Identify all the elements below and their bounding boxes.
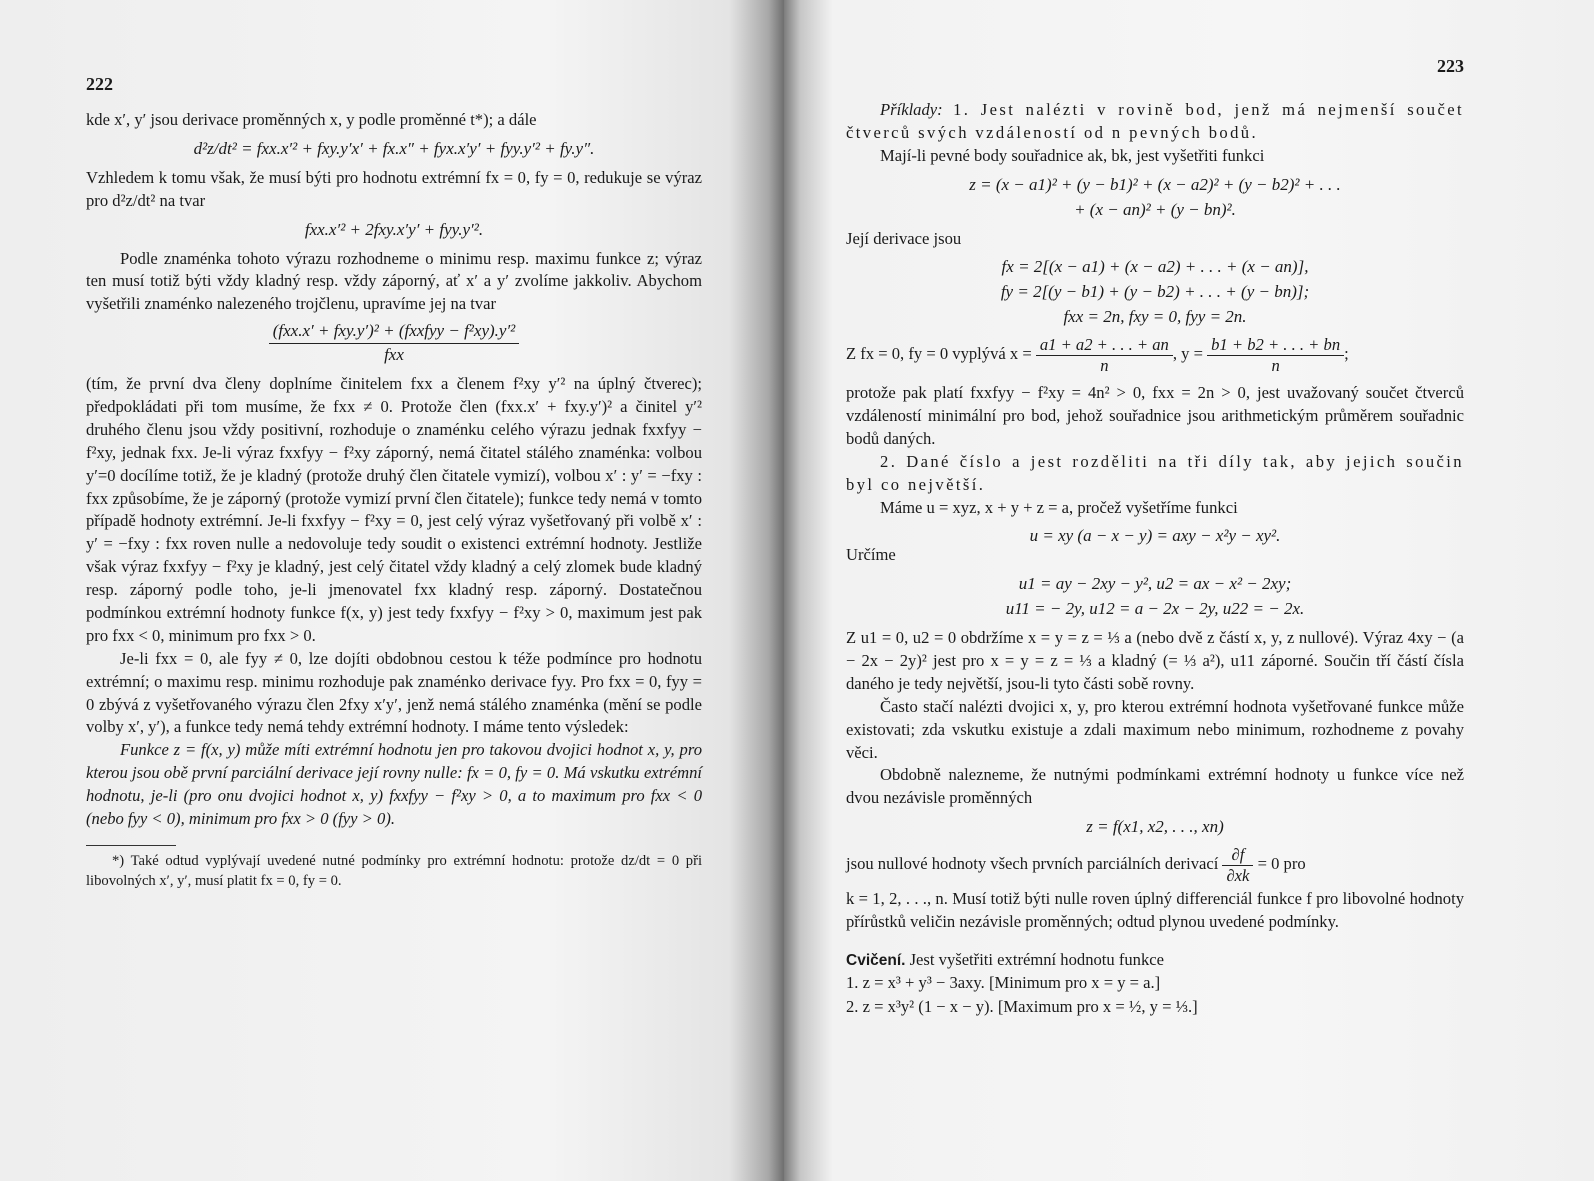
text-run: Z fx = 0, fy = 0 vyplývá x = <box>846 344 1036 364</box>
fraction-numerator: a1 + a2 + . . . + an <box>1036 335 1173 356</box>
exercise-intro <box>846 948 1464 972</box>
paragraph: Často stačí nalézti dvojici x, y, pro kterou extrémní hodnota vyšetřované funkce může existovati; zda vskutku existuje a zdali maximum nebo minimum, rozhodneme z povahy věci. <box>846 696 1464 762</box>
footnote: *) Také odtud vyplývají uvedené nutné podmínky pro extrémní hodnotu: protože dz/dt = 0 při libovolných x′, y′, musí platit fx = 0, fy = 0. <box>86 852 702 889</box>
paragraph: (tím, že první dva členy doplníme činitelem fxx a členem f²xy y′² na úplný čtverec); předpokládati při tom musíme, že fxx ≠ 0. Protože člen (fxx.x′ + fxy.y′)² a činitel y′² druhého členu jsou vždy positivní, rozhoduje o znaménku celého výrazu jednak fxxfyy − f²xy, jednak fxx. Je-li výraz fxxfyy − f²xy záporný, nemá čitatel stálého znaménka: volbou y′=0 docílíme totiž, že je kladný (protože druhý člen čitatele vymizí), volbou x′ : y′ = −fxy : fxx způsobíme, že je záporný (protože vymizí první člen čitatele); funkce tedy nemá v tomto případě hodnoty extrémní. Je-li fxxfyy − f²xy = 0, jest celý výraz vyšetřovaný při volbě x′ : y′ = −fxy : fxx roven nulle a nedovoluje tedy soudit o existenci extrémní hodnoty. Jestliže však výraz fxxfyy − f²xy je kladný, jest celý čitatel vždy kladný a celý zlomek bude kladný resp. záporný podle toho, je-li jmenovatel fxx kladný resp. záporný. Dostatečnou podmínkou extrémní hodnoty funkce f(x, y) jest tedy fxxfyy − f²xy > 0, maximum jest pak pro fxx < 0, minimum pro fxx > 0. <box>86 374 702 645</box>
text-run: , y = <box>1172 344 1208 364</box>
fraction <box>1036 335 1173 376</box>
paragraph: Obdobně nalezneme, že nutnými podmínkami extrémní hodnoty u funkce více než dvou nezávisle proměnných <box>846 765 1464 808</box>
fraction-numerator: (fxx.x′ + fxy.y′)² + (fxxfyy − f²xy).y′² <box>269 320 520 344</box>
paragraph: Máme u = xyz, x + y + z = a, pročež vyšetříme funkci <box>880 497 1238 517</box>
spacer <box>846 934 1464 948</box>
fraction <box>269 320 520 367</box>
example-statement: 1. Jest nalézti v rovině bod, jenž má nejmenší součet čtverců svých vzdáleností od n pevných bodů. <box>846 100 1464 142</box>
equation: fx = 2[(x − a1) + (x − a2) + . . . + (x − an)], <box>1001 257 1309 277</box>
paragraph: protože pak platí fxxfyy − f²xy = 4n² > 0, fxx = 2n > 0, jest uvažovaný součet čtverců vzdáleností minimální pro bod, jehož souřadnice jsou arithmetickým průměrem souřadnic bodů daných. <box>846 383 1464 448</box>
left-page <box>0 0 784 1181</box>
equation: z = (x − a1)² + (y − b1)² + (x − a2)² + (y − b2)² + . . . <box>969 174 1341 194</box>
fraction-numerator: b1 + b2 + . . . + bn <box>1207 335 1344 356</box>
paragraph: k = 1, 2, . . ., n. Musí totiž býti nulle roven úplný differenciál funkce f pro libovolné hodnoty přírůstků veličin nezávisle proměnných; odtud plynou uvedené podmínky. <box>846 888 1464 931</box>
fraction-numerator: ∂f <box>1222 845 1253 866</box>
equation: u = xy (a − x − y) = axy − x²y − xy². <box>1029 526 1281 546</box>
paragraph: Z u1 = 0, u2 = 0 obdržíme x = y = z = ⅓ a (nebo dvě z částí x, y, z nullové). Výraz 4xy − (a − 2x − 2y)² jest pro x = y = z = ⅓ a kladný (= ⅓ a²), u11 záporné. Součin tří částí čísla daného je tedy největší, jsou-li tyto části sobě rovny. <box>846 628 1464 693</box>
equation: d²z/dt² = fxx.x′² + fxy.y′x′ + fx.x″ + fyx.x′y′ + fyy.y′² + fy.y″. <box>193 138 595 158</box>
exercise-heading: Cvičení. <box>846 951 906 969</box>
example-statement: 2. Dané číslo a jest rozděliti na tři díly tak, aby jejich součin byl co největší. <box>846 451 1464 494</box>
text-run: ; <box>1344 344 1349 364</box>
fraction-denominator: fxx <box>384 345 404 365</box>
theorem-paragraph: Funkce z = f(x, y) může míti extrémní hodnotu jen pro takovou dvojici hodnot x, y, pro kterou jsou obě první parciální derivace její rovny nulle: fx = 0, fy = 0. Má vskutku extrémní hodnotu, je-li (pro onu dvojici hodnot x, y) fxxfyy − f²xy > 0, a to maximum pro fxx < 0 (nebo fyy < 0), minimum pro fxx > 0 (fyy > 0). <box>86 740 702 829</box>
page-number: 223 <box>1437 56 1464 76</box>
paragraph <box>846 845 1464 886</box>
exercise-item: 2. z = x³y² (1 − x − y). [Maximum pro x = ½, y = ⅓.] <box>846 996 1198 1016</box>
paragraph: Její derivace jsou <box>846 228 962 248</box>
equation: u11 = − 2y, u12 = a − 2x − 2y, u22 = − 2x. <box>1005 599 1305 619</box>
exercise-item: 1. z = x³ + y³ − 3axy. [Minimum pro x = y = a.] <box>846 973 1161 993</box>
footnote-rule <box>86 845 176 846</box>
fraction-denominator: n <box>1100 356 1109 376</box>
text-run: = 0 pro <box>1253 854 1306 874</box>
right-page <box>784 0 1594 1181</box>
equation: u1 = ay − 2xy − y², u2 = ax − x² − 2xy; <box>1018 574 1292 594</box>
equation: + (x − an)² + (y − bn)². <box>1074 199 1236 219</box>
equation: fxx = 2n, fxy = 0, fyy = 2n. <box>1063 307 1247 327</box>
fraction-equation <box>86 320 702 367</box>
text-run: jsou nullové hodnoty všech prvních parciálních derivací <box>846 854 1223 874</box>
paragraph: Mají-li pevné body souřadnice ak, bk, jest vyšetřiti funkci <box>880 145 1265 165</box>
paragraph: Podle znaménka tohoto výrazu rozhodneme o minimu resp. maximu funkce z; výraz ten musí totiž býti vždy kladný resp. vždy záporný, ať x′ a y′ zvolíme jakkoliv. Abychom vyšetřili znaménko nalezeného trojčlenu, upravíme jej na tvar <box>86 248 702 314</box>
equation: fy = 2[(y − b1) + (y − b2) + . . . + (y − bn)]; <box>1000 282 1310 302</box>
fraction <box>1222 845 1253 886</box>
equation: fxx.x′² + 2fxy.x′y′ + fyy.y′². <box>304 219 484 239</box>
paragraph: Je-li fxx = 0, ale fyy ≠ 0, lze dojíti obdobnou cestou k téže podmínce pro hodnotu extrémní; o maximu resp. minimu rozhoduje pak znaménko derivace fyy. Pro fxx = 0, fyy = 0 zbývá z vyšetřovaného výrazu člen 2fxy x′y′, jenž nemá stálého znaménka (mění se podle volby x′, y′), a funkce tedy nemá tehdy extrémní hodnoty. I máme tento výsledek: <box>86 648 702 737</box>
text-run: Jest vyšetřiti extrémní hodnotu funkce <box>905 949 1164 969</box>
paragraph: Vzhledem k tomu však, že musí býti pro hodnotu extrémní fx = 0, fy = 0, redukuje se výraz pro d²z/dt² na tvar <box>86 167 702 210</box>
paragraph <box>846 335 1464 376</box>
equation: z = f(x1, x2, . . ., xn) <box>1086 817 1224 837</box>
paragraph: Určíme <box>846 545 896 565</box>
example-paragraph <box>846 99 1464 145</box>
page-number: 222 <box>86 74 113 94</box>
fraction-denominator: n <box>1271 356 1280 376</box>
fraction-denominator: ∂xk <box>1226 866 1250 886</box>
paragraph: kde x′, y′ jsou derivace proměnných x, y podle proměnné t*); a dále <box>86 110 537 129</box>
fraction <box>1207 335 1344 376</box>
examples-label: Příklady: <box>880 100 943 119</box>
